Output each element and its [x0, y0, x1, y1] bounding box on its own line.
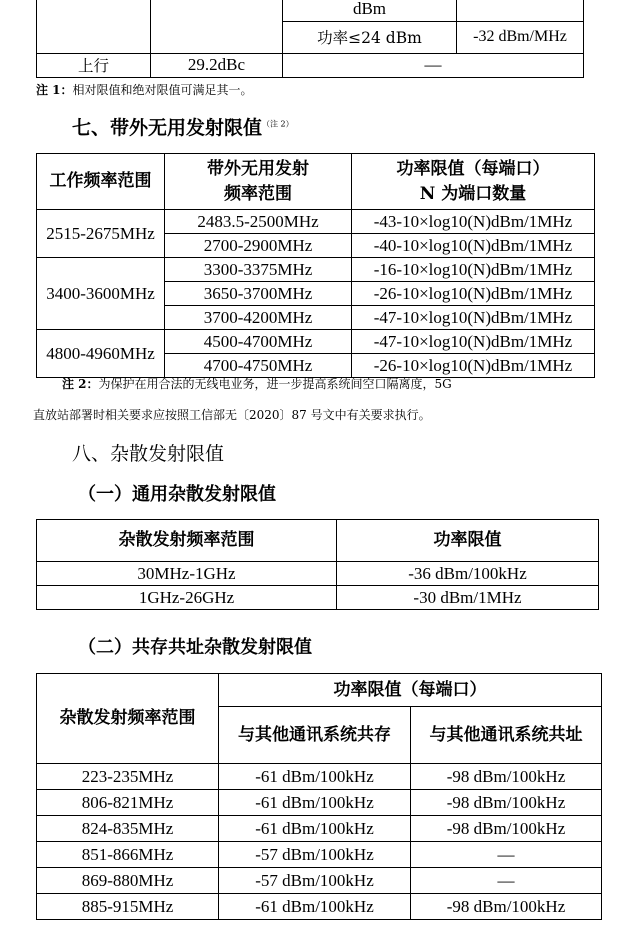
- band-cell: 4800-4960MHz: [37, 330, 165, 378]
- range-cell: 824-835MHz: [37, 816, 219, 842]
- range-cell: 4500-4700MHz: [165, 330, 352, 354]
- note-2-line1: [62, 375, 452, 392]
- top-table-limit: -32 dBm/MHz: [457, 21, 584, 53]
- coexist-cell: -57 dBm/100kHz: [219, 842, 411, 868]
- note-2-line2: 直放站部署时相关要求应按照工信部无〔2020〕87 号文中有关要求执行。: [33, 408, 431, 422]
- limit-cell: -43-10×log10(N)dBm/1MHz: [352, 210, 595, 234]
- colocate-cell: -98 dBm/100kHz: [411, 764, 602, 790]
- band-cell: 3400-3600MHz: [37, 258, 165, 330]
- top-table-unit: dBm: [283, 0, 457, 21]
- note-2-text: 为保护在用合法的无线电业务，进一步提高系统间空口隔离度，5G: [98, 377, 452, 391]
- range-cell: 4700-4750MHz: [165, 354, 352, 378]
- section-7-title-text: 七、带外无用发射限值: [72, 117, 263, 139]
- top-table-empty-cell: [37, 0, 151, 53]
- limit-cell: -47-10×log10(N)dBm/1MHz: [352, 306, 595, 330]
- header-colocate: 与其他通讯系统共址: [411, 707, 602, 764]
- header-power-limit-line2: N 为端口数量: [419, 183, 527, 204]
- top-table-empty-cell: [457, 0, 584, 21]
- header-power-limit: [352, 154, 595, 210]
- range-cell: 806-821MHz: [37, 790, 219, 816]
- range-cell: 885-915MHz: [37, 894, 219, 920]
- subsection-coexist-title: （二）共存共址杂散发射限值: [78, 637, 312, 658]
- limit-cell: -26-10×log10(N)dBm/1MHz: [352, 354, 595, 378]
- out-of-band-table: [36, 153, 595, 378]
- range-cell: 2483.5-2500MHz: [165, 210, 352, 234]
- header-oob-range: [165, 154, 352, 210]
- limit-cell: -47-10×log10(N)dBm/1MHz: [352, 330, 595, 354]
- colocate-cell: -98 dBm/100kHz: [411, 894, 602, 920]
- limit-cell: -36 dBm/100kHz: [337, 562, 599, 586]
- note-1: [36, 81, 253, 98]
- coexist-cell: -61 dBm/100kHz: [219, 816, 411, 842]
- note-1-label: 注 1：: [36, 83, 73, 97]
- range-cell: 30MHz-1GHz: [37, 562, 337, 586]
- limit-cell: -30 dBm/1MHz: [337, 586, 599, 610]
- range-cell: 3650-3700MHz: [165, 282, 352, 306]
- header-coexist: 与其他通讯系统共存: [219, 707, 411, 764]
- header-power-per-port: 功率限值（每端口）: [219, 674, 602, 707]
- colocate-cell: -98 dBm/100kHz: [411, 790, 602, 816]
- top-table-dash: —: [283, 53, 584, 77]
- range-cell: 223-235MHz: [37, 764, 219, 790]
- coexist-cell: -57 dBm/100kHz: [219, 868, 411, 894]
- header-working-band: 工作频率范围: [37, 154, 165, 210]
- top-table: [36, 0, 584, 78]
- colocate-cell: -98 dBm/100kHz: [411, 816, 602, 842]
- colocate-cell: —: [411, 842, 602, 868]
- coexist-cell: -61 dBm/100kHz: [219, 894, 411, 920]
- header-power: 功率限值: [337, 520, 599, 562]
- header-power-limit-line1: 功率限值（每端口）: [396, 158, 550, 179]
- coexist-spurious-table: [36, 673, 602, 920]
- coexist-cell: -61 dBm/100kHz: [219, 790, 411, 816]
- top-table-dbc: 29.2dBc: [151, 53, 283, 77]
- range-cell: 1GHz-26GHz: [37, 586, 337, 610]
- limit-cell: -16-10×log10(N)dBm/1MHz: [352, 258, 595, 282]
- general-spurious-table: [36, 519, 599, 610]
- range-cell: 3700-4200MHz: [165, 306, 352, 330]
- colocate-cell: —: [411, 868, 602, 894]
- band-cell: 2515-2675MHz: [37, 210, 165, 258]
- section-7-note-ref: （注 2）: [262, 119, 294, 129]
- header-spurious-range: 杂散发射频率范围: [37, 674, 219, 764]
- coexist-cell: -61 dBm/100kHz: [219, 764, 411, 790]
- top-table-empty-cell: [151, 0, 283, 53]
- range-cell: 869-880MHz: [37, 868, 219, 894]
- range-cell: 851-866MHz: [37, 842, 219, 868]
- limit-cell: -26-10×log10(N)dBm/1MHz: [352, 282, 595, 306]
- limit-cell: -40-10×log10(N)dBm/1MHz: [352, 234, 595, 258]
- header-spurious-range: 杂散发射频率范围: [37, 520, 337, 562]
- top-table-uplink: 上行: [37, 53, 151, 77]
- subsection-general-title: （一）通用杂散发射限值: [78, 484, 276, 505]
- section-8-title: 八、杂散发射限值: [72, 443, 225, 465]
- section-7-title: [72, 113, 294, 140]
- range-cell: 3300-3375MHz: [165, 258, 352, 282]
- note-1-text: 相对限值和绝对限值可满足其一。: [72, 83, 253, 97]
- note-2-label: 注 2：: [62, 377, 99, 391]
- range-cell: 2700-2900MHz: [165, 234, 352, 258]
- header-oob-range-line2: 频率范围: [224, 183, 292, 204]
- header-oob-range-line1: 带外无用发射: [207, 158, 309, 179]
- top-table-condition: 功率≤24 dBm: [283, 21, 457, 53]
